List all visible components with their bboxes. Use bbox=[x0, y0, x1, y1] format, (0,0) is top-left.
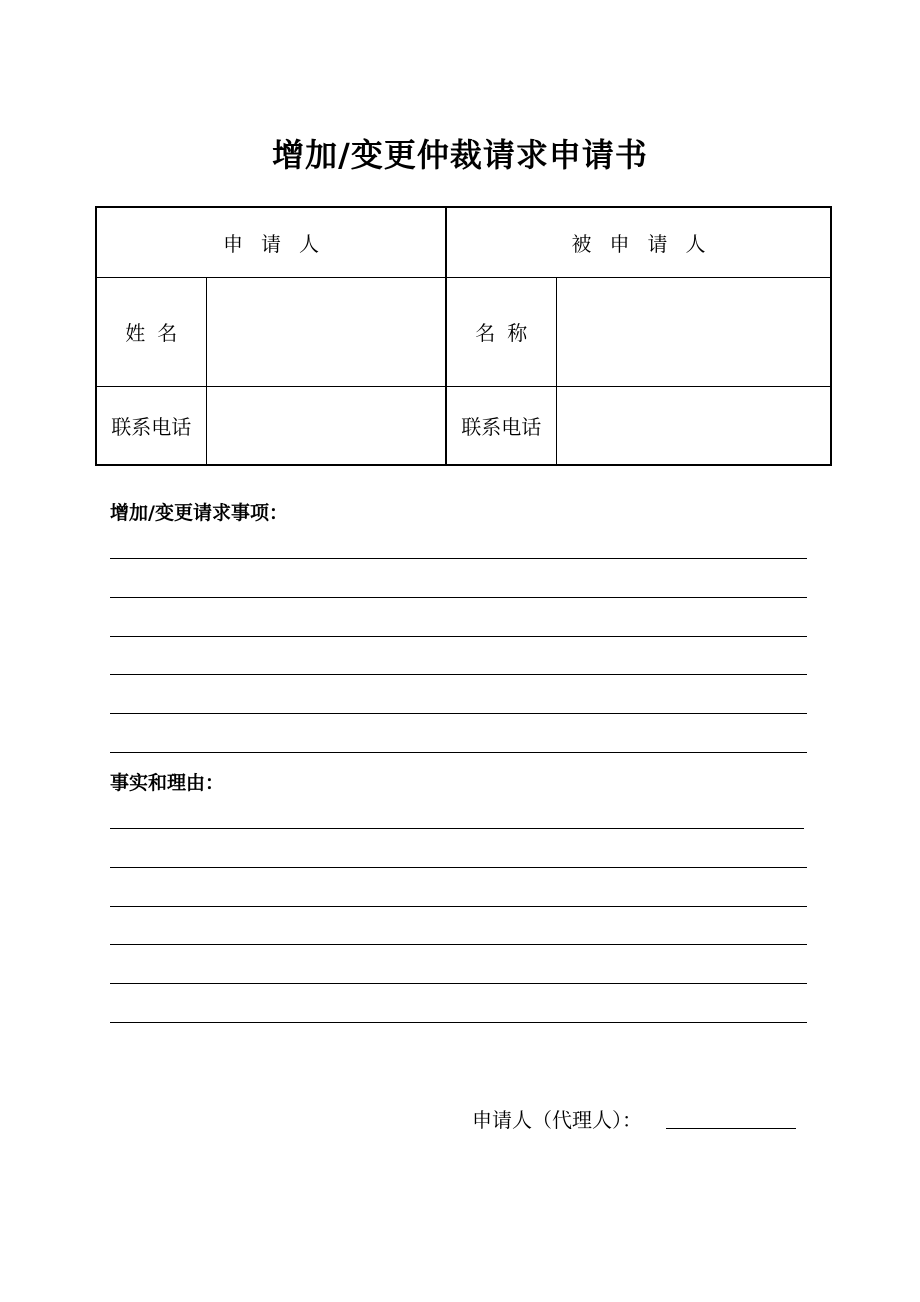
claims-writing-line[interactable] bbox=[110, 752, 807, 753]
document-title: 增加/变更仲裁请求申请书 bbox=[272, 136, 648, 174]
facts-section-label: 事实和理由： bbox=[110, 772, 225, 794]
facts-writing-line[interactable] bbox=[110, 867, 807, 868]
applicant-name-label: 姓名 bbox=[96, 277, 206, 386]
respondent-phone-label: 联系电话 bbox=[446, 386, 556, 465]
applicant-phone-label: 联系电话 bbox=[96, 386, 206, 465]
respondent-name-label: 名称 bbox=[446, 277, 556, 386]
facts-writing-line[interactable] bbox=[110, 906, 807, 907]
applicant-name-field[interactable] bbox=[206, 277, 446, 386]
respondent-phone-field[interactable] bbox=[556, 386, 831, 465]
facts-writing-line[interactable] bbox=[110, 1022, 807, 1023]
claims-writing-line[interactable] bbox=[110, 597, 807, 598]
signature-line[interactable] bbox=[666, 1128, 796, 1129]
respondent-name-field[interactable] bbox=[556, 277, 831, 386]
applicant-phone-field[interactable] bbox=[206, 386, 446, 465]
facts-writing-line[interactable] bbox=[110, 944, 807, 945]
claims-section-label: 增加/变更请求事项： bbox=[110, 502, 288, 524]
claims-writing-line[interactable] bbox=[110, 636, 807, 637]
claims-writing-line[interactable] bbox=[110, 674, 807, 675]
respondent-header: 被申请人 bbox=[446, 207, 831, 277]
party-info-table bbox=[95, 206, 832, 466]
facts-writing-line[interactable] bbox=[110, 983, 807, 984]
facts-writing-line[interactable] bbox=[110, 828, 804, 829]
claims-writing-line[interactable] bbox=[110, 558, 807, 559]
claims-writing-line[interactable] bbox=[110, 713, 807, 714]
signature-label: 申请人（代理人）： bbox=[472, 1108, 642, 1132]
applicant-header: 申请人 bbox=[96, 207, 446, 277]
